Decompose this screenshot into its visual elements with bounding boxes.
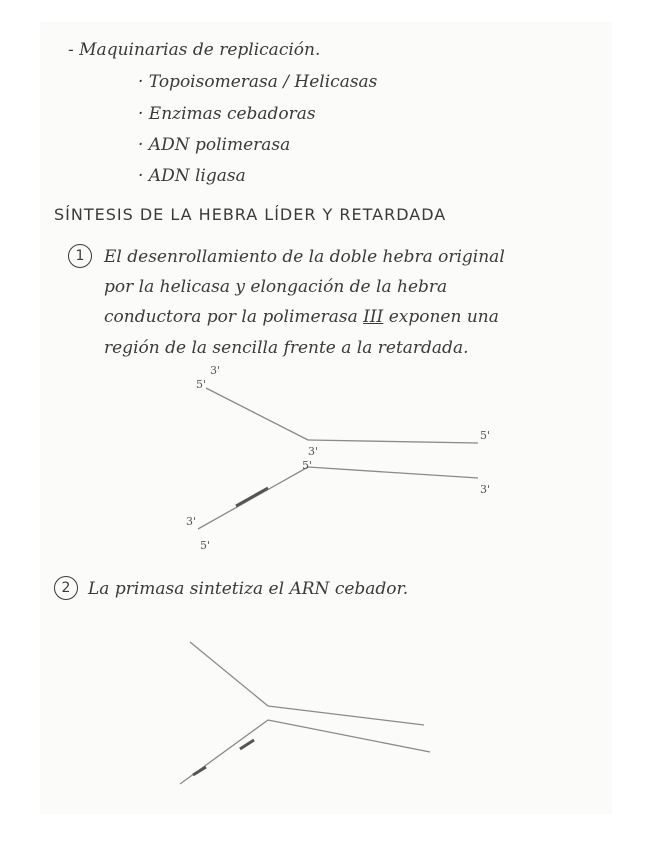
fork2-primer-1: [240, 740, 254, 749]
machinery-item-2: · Enzimas cebadoras: [138, 104, 316, 124]
step-1-line-2: por la helicasa y elongación de la hebra: [104, 277, 448, 297]
machinery-item-1: · Topoisomerasa / Helicasas: [138, 72, 378, 92]
machinery-item-4: · ADN ligasa: [138, 166, 246, 186]
step-1-line-4: región de la sencilla frente a la retardada.: [104, 338, 469, 358]
label-right-3: 3': [480, 483, 491, 496]
label-bottom-5: 5': [200, 539, 211, 552]
label-fork-3: 3': [308, 445, 319, 458]
step-2-text: La primasa sintetiza el ARN cebador.: [88, 579, 409, 599]
machinery-heading: - Maquinarias de replicación.: [68, 40, 321, 60]
replication-fork-diagram-1: [40, 22, 612, 814]
fork1-upper-arm: [206, 388, 308, 440]
step-1-line-3-text: conductora por la polimerasa: [104, 307, 358, 327]
machinery-item-3: · ADN polimerasa: [138, 135, 291, 155]
step-2-number: 2: [54, 576, 78, 600]
label-right-5: 5': [480, 429, 491, 442]
fork2-upper-arm: [190, 642, 268, 706]
step-1-line-3-tail: exponen una: [388, 307, 499, 327]
step-1-number: 1: [68, 244, 92, 268]
section-title: SÍNTESIS DE LA HEBRA LÍDER Y RETARDADA: [54, 205, 447, 224]
fork1-upper-strand: [308, 440, 478, 443]
notebook-page: [40, 22, 612, 814]
label-fork-5: 5': [302, 459, 313, 472]
step-1-line-1: El desenrollamiento de la doble hebra original: [104, 247, 505, 267]
step-1-roman: III: [363, 307, 384, 327]
label-bottom-3: 3': [186, 515, 197, 528]
label-top-3: 3': [210, 364, 221, 377]
fork1-lower-strand: [308, 467, 478, 478]
fork1-primer-segment: [236, 488, 268, 506]
label-top-5: 5': [196, 378, 207, 391]
fork2-upper-strand: [268, 706, 424, 725]
fork2-primer-2: [193, 767, 206, 775]
fork2-lower-strand: [268, 720, 430, 752]
